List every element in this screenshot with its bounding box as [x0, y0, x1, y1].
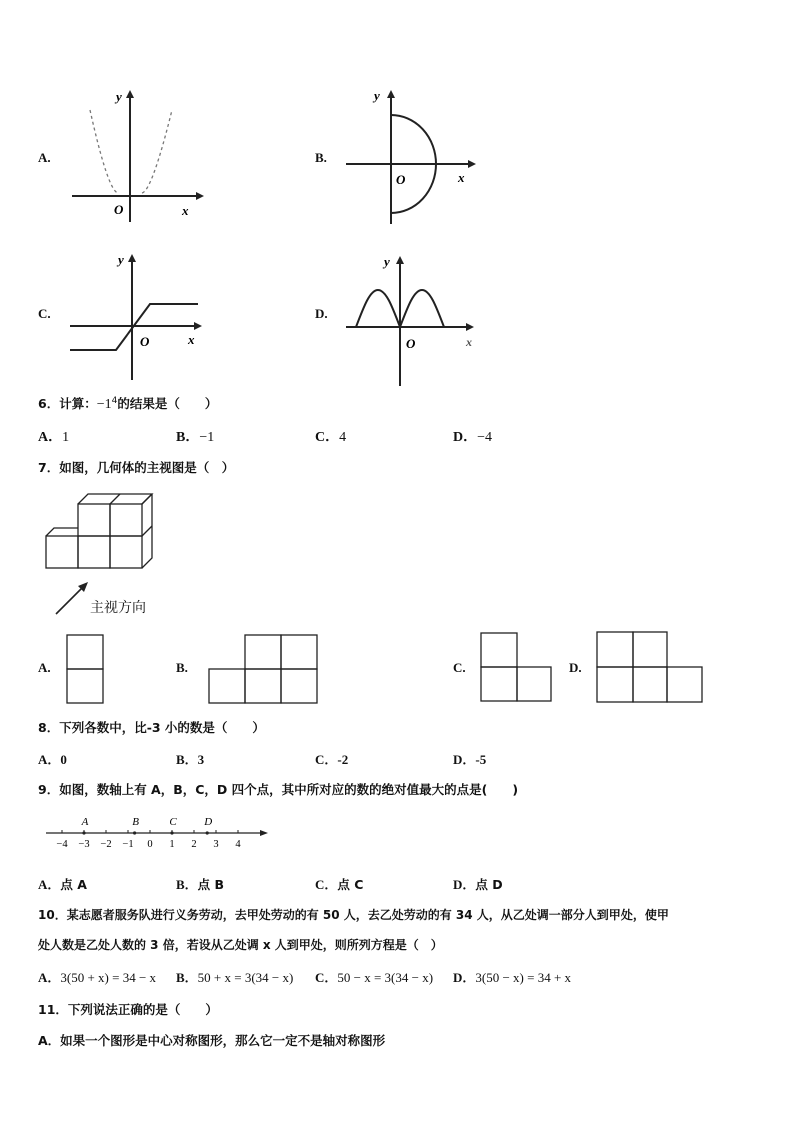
q5-option-b-letter[interactable]: B.	[315, 150, 327, 165]
tick-label: 0	[147, 839, 153, 850]
q5-option-c-letter[interactable]: C.	[38, 306, 51, 321]
tick-label: −4	[56, 839, 68, 850]
q8-stem: 8．下列各数中，比-3 小的数是（ ）	[38, 720, 265, 735]
direction-arrow-icon	[50, 578, 94, 618]
q8-option-d[interactable]: D．-5	[453, 752, 487, 767]
tick-label: −1	[122, 839, 134, 850]
x-axis-label: x	[466, 335, 472, 349]
q7-option-a-letter[interactable]: A.	[38, 660, 51, 675]
point-label-b: B	[132, 816, 139, 828]
x-axis-label: x	[182, 203, 189, 218]
q10-stem-line2: 处人数是乙处人数的 3 倍，若设从乙处调 x 人到甲处，则所列方程是（ ）	[38, 938, 443, 952]
point-b	[133, 831, 136, 834]
q8-option-b[interactable]: B．3	[176, 752, 205, 767]
point-d	[206, 831, 209, 834]
q9-option-c[interactable]: C．点 C	[315, 877, 364, 892]
q10-stem-line1: 10．某志愿者服务队进行义务劳动，去甲处劳动的有 50 人，去乙处劳动的有 34 人，从乙处调一部分人到甲处，使甲	[38, 908, 669, 922]
q7-option-b-letter[interactable]: B.	[176, 660, 188, 675]
q6-stem-prefix: 6．计算：	[38, 396, 97, 411]
tick-label: 2	[191, 839, 197, 850]
x-axis-label: x	[458, 170, 465, 185]
q6-option-d[interactable]: D．−4	[453, 430, 493, 445]
q7-solid-figure	[40, 490, 170, 575]
q6-stem-suffix: 的结果是（ ）	[117, 396, 218, 411]
q7-view-d[interactable]	[594, 629, 706, 706]
q7-direction-caption: 主视方向	[90, 600, 146, 616]
q8-option-a[interactable]: A．0	[38, 752, 67, 767]
tick-label: 4	[235, 839, 241, 850]
q11-stem: 11．下列说法正确的是（ ）	[38, 1002, 218, 1017]
point-label-d: D	[204, 816, 213, 828]
q6-expr-base: −1	[96, 397, 112, 412]
q5-graph-d[interactable]	[340, 252, 480, 388]
tick-label: 1	[169, 839, 175, 850]
q9-option-d[interactable]: D．点 D	[453, 877, 503, 892]
q9-stem: 9．如图，数轴上有 A，B，C，D 四个点，其中所对应的数的绝对值最大的点是( )	[38, 782, 519, 797]
x-axis-label: x	[188, 332, 195, 347]
y-axis-label: y	[374, 88, 380, 103]
q5-graph-b[interactable]	[340, 84, 480, 226]
q9-number-line	[40, 814, 272, 852]
q6-option-b[interactable]: B．−1	[176, 430, 215, 445]
origin-label: O	[406, 336, 416, 351]
y-axis-label: y	[118, 252, 124, 267]
q10-option-d[interactable]: D．3(50 − x) = 34 + x	[453, 970, 572, 985]
tick-label: −2	[100, 839, 112, 850]
y-axis-label: y	[384, 254, 390, 269]
origin-label: O	[140, 334, 150, 349]
q10-option-c[interactable]: C．50 − x = 3(34 − x)	[315, 970, 434, 985]
q5-option-a-letter[interactable]: A.	[38, 150, 51, 165]
q7-view-b[interactable]	[206, 632, 322, 706]
q7-option-c-letter[interactable]: C.	[453, 660, 466, 675]
origin-label: O	[114, 202, 124, 217]
q6-option-c[interactable]: C．4	[315, 430, 347, 445]
q6-option-a[interactable]: A．1	[38, 430, 70, 445]
q10-option-b[interactable]: B．50 + x = 3(34 − x)	[176, 970, 294, 985]
q9-option-b[interactable]: B．点 B	[176, 877, 225, 892]
tick-label: −3	[78, 839, 90, 850]
y-axis-label: y	[116, 89, 122, 104]
point-label-a: A	[81, 816, 89, 828]
q11-option-a[interactable]: A．如果一个图形是中心对称图形，那么它一定不是轴对称图形	[38, 1033, 386, 1048]
q6-expr-exp: 4	[111, 395, 118, 406]
q5-graph-c[interactable]	[66, 246, 206, 382]
q7-option-d-letter[interactable]: D.	[569, 660, 582, 675]
q7-stem: 7．如图，几何体的主视图是（ ）	[38, 460, 235, 475]
q7-view-c[interactable]	[478, 630, 554, 706]
q10-option-a[interactable]: A．3(50 + x) = 34 − x	[38, 970, 157, 985]
q5-option-d-letter[interactable]: D.	[315, 306, 328, 321]
q5-graph-a[interactable]	[68, 86, 208, 226]
point-a	[82, 831, 85, 834]
q6-stem	[38, 394, 217, 413]
point-label-c: C	[169, 816, 177, 828]
origin-label: O	[396, 172, 406, 187]
q8-option-c[interactable]: C．-2	[315, 752, 349, 767]
point-c	[170, 831, 173, 834]
q9-option-a[interactable]: A．点 A	[38, 877, 87, 892]
q7-view-a[interactable]	[64, 632, 108, 706]
tick-label: 3	[213, 839, 219, 850]
